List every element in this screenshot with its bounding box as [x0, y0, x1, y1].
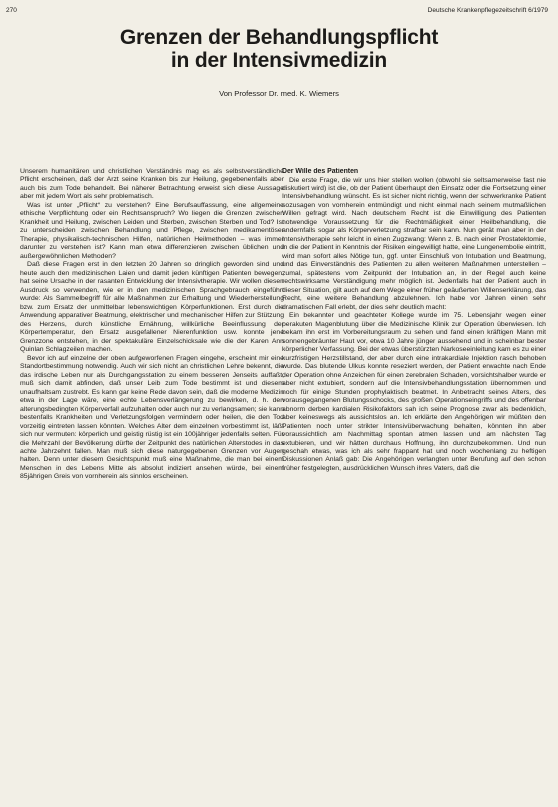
title-line-1: Grenzen der Behandlungspflicht	[119, 26, 439, 49]
author-byline: Von Professor Dr. med. K. Wiemers	[219, 89, 339, 98]
journal-name: Deutsche Krankenpflegezeitschrift 6/1979	[427, 7, 548, 14]
page-number: 270	[6, 7, 17, 14]
body-paragraph: Ein bekannter und geachteter Kollege wurde im 75. Lebensjahr wegen einer perakuten Magenblutung über die Medizinische Klinik zur Operation überwiesen. Ich bekam ihn erst im Vorbereitungsraum zu sehen und fand einen kräftigen Mann mit sonnengebräunter Haut vor, etwa 10 Jahre jünger aussehend und in scheinbar bester körperlicher Verfassung. Bei der etwas überstürzten Narkoseeinleitung kam es zu einer kurzfristigen Herzstillstand, der aber durch eine intrakardiale Injektion rasch behoben wurde. Das blutende Ulkus konnte reseziert werden, der Patient erwachte nach Ende der Operation ohne Anzeichen für einen zerebralen Schaden, vorsichtshalber wurde er aber nicht extubiert, sondern auf die Intensivbehandlungsstation übernommen und noch für einige Stunden prophylaktisch beatmet. In Anbetracht seines Alters, des vorausgegangenen Blutungsschocks, des großen Operationseingriffs und des offenbar abnorm derben kardialen Risikofaktors sah ich seine Prognose zwar als bedenklich, aber keineswegs als aussichtslos an. Ich erklärte den Angehörigen wir müßten den Patienten noch unter strikter Intensivüberwachung behalten, könnten ihn aber voraussichtlich am Nachmittag spontan atmen lassen und am nächsten Tag extubieren, und wir hätten durchaus Hoffnung, ihn durchzubekommen. Und nun geschah etwas, was ich als sehr frappant hat und noch wochenlang zu heftigen Diskussionen Anlaß gab: Die Angehörigen verlangten unter Berufung auf den schon früher festgelegten, ausdrücklichen Wunsch ihres Vaters, daß die	[282, 312, 546, 472]
right-column	[282, 168, 546, 804]
title-line-2: in der Intensivmedizin	[170, 49, 388, 72]
body-paragraph: Unserem humanitären und christlichen Verständnis mag es als selbstverständliche Pflicht erscheinen, daß der Arzt seine Kranken bis zur Heilung, gegebenenfalls aber auch bis zum Tode behandelt. Bei näherer Betrachtung erweist sich diese Aussage aber mit jedem Wort als sehr problematisch.	[20, 168, 284, 201]
section-heading: Der Wille des Patienten	[282, 168, 359, 175]
body-paragraph: Was ist unter „Pflicht“ zu verstehen? Eine Berufsauffassung, eine allgemeine ethische Verpflichtung oder ein Rechtsanspruch? Wo liegen die Grenzen zwischen Krankheit und Heilung, zwischen Leiden und Sterben, zwischen Sterben und Tod? Ist zu unterscheiden zwischen Behandlung und Pflege, zwischen medikamentöser Therapie, physikalisch-technischen Hilfen, natürlichen Heilmethoden – was immer darunter zu verstehen ist? Kann man etwa differenzieren zwischen üblichen und außergewöhnlichen Methoden?	[20, 201, 284, 260]
article-title	[0, 26, 558, 72]
running-header	[0, 5, 558, 17]
body-paragraph: Daß diese Fragen erst in den letzten 20 Jahren so dringlich geworden sind und heute auch den medizinischen Laien und damit jeden künftigen Patienten bewegen, hat seine Ursache in der rasanten Entwicklung der Intensivtherapie. Wir wollen diesen Ausdruck so verwenden, wie er in den medizinischen Sprachgebrauch eingeführt wurde: Als Sammelbegriff für alle Maßnahmen zur Erhaltung und Wiederherstellung bzw. zum Ersatz der unmittelbar lebenswichtigen Körperfunktionen. Erst durch die Anwendung apparativer Beatmung, elektrischer und mechanischer Hilfen zur Stützung des Herzens, durch künstliche Ernährung, willkürliche Beeinflussung der Körpertemperatur, den Ersatz ausgefallener Nierenfunktion usw. konnte jene Grenzzone entstehen, in der spektakuläre Einzelschicksale wie die der Karen Ann Quinlan Schlagzeilen machen.	[20, 261, 284, 354]
body-paragraph: Die erste Frage, die wir uns hier stellen wollen (obwohl sie seltsamerweise fast nie diskutiert wird) ist die, ob der Patient überhaupt den Einsatz oder die Fortsetzung einer Intensivbehandlung wünscht. Es ist sicher nicht richtig, wenn der schwerkranke Patient sozusagen von vornherein entmündigt und nicht einmal nach seinem mutmaßlichen Willen gefragt wird. Nach deutschem Recht ist die Einwilligung des Patienten notwendige Voraussetzung für die Rechtmäßigkeit einer Heilbehandlung, die andernfalls sogar als Körperverletzung strafbar sein kann. Nun gerät man aber in der Intensivtherapie sehr leicht in einen Zugzwang: Wenn z. B. nach einer Prostatektomie, in die der Patient in Kenntnis der Risiken eingewilligt hatte, eine Lungenembolie eintritt, wird man sofort alles Nötige tun, ggf. unter Einschluß von Intubation und Beatmung, und das Einverständnis des Patienten zu allen weiteren Maßnahmen unterstellen – zumal, spätestens vom Zeitpunkt der Intubation an, in der Regel auch keine rechtswirksame Verständigung mehr möglich ist. Jedenfalls hat der Patient auch in dieser Situation, gilt auch auf dem Wege einer früher geäußerten Willenserklärung, das Recht, eine weitere Behandlung abzulehnen. Ich habe vor Jahren einen sehr dramatischen Fall erlebt, der dies sehr deutlich macht:	[282, 176, 546, 311]
body-paragraph: Bevor ich auf einzelne der oben aufgeworfenen Fragen eingehe, erscheint mir eine Standortbestimmung notwendig. Auch wir sich nicht an christlichen Lehre bekennt, die das irdische Leben nur als Durchgangsstation zu einem besseren Jenseits auffaßt, muß sich damit abfinden, daß unser Leib zum Tode bestimmt ist und diesem unaufhaltsam zustrebt. Es kann gar keine Rede davon sein, daß die moderne Medizin etwa in der Lage wäre, eine echte Lebensverlängerung zu bewirken, d. h. den alterungsbedingten Körperverfall aufzuhalten oder auch nur zu verlangsamen; sie kann bestenfalls Krankheiten und Verletzungsfolgen vermindern oder heilen, die den Tod vorzeitig eintreten lassen könnten. Welches Alter dem einzelnen vorbestimmt ist, läßt sich nur vermuten: körperlich und geistig rüstig ist ein 100jähriger jedenfalls selten. Für die Mehrzahl der Bevölkerung dürfte der Zeitpunkt des natürlichen Alterstodes in das achte Jahrzehnt fallen. Man muß sich diese naturgegebenen Grenzen vor Augen halten. Denn unter diesem Gesichtspunkt muß eine Maßnahme, die man bei einem Menschen in des Lebens Mitte als absolut indiziert ansehen würde, bei einem 85jährigen Greis von vornherein als sinnlos erscheinen.	[20, 354, 284, 481]
left-column	[20, 168, 284, 804]
